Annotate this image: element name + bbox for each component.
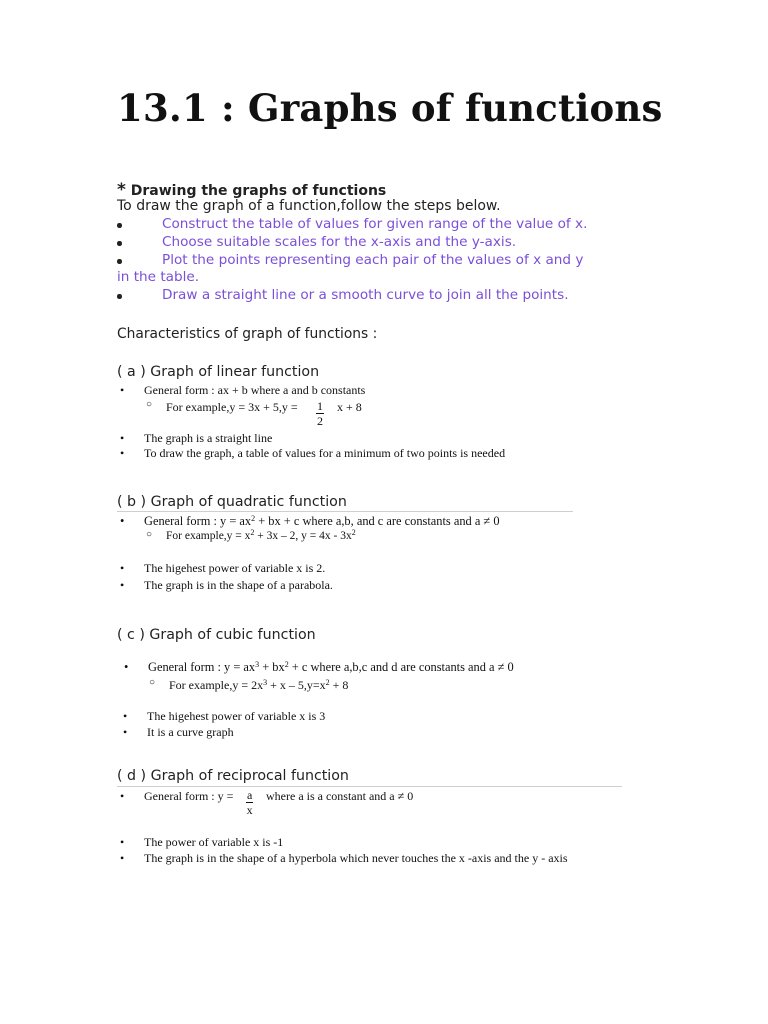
bullet-icon: • [120, 851, 125, 865]
point-text: To draw the graph, a table of values for a minimum of two points is needed [144, 446, 506, 460]
linear-heading: ( a ) Graph of linear function [117, 364, 320, 380]
example-text: For example,y = $x^2 + 3x - 2$, $y = 4x - 3x^2$ [166, 528, 356, 542]
fraction-denominator: x [246, 803, 253, 817]
quadratic-heading: ( b ) Graph of quadratic function [117, 494, 347, 510]
cubic-heading: ( c ) Graph of cubic function [117, 627, 316, 643]
general-form-text: General form : $y = ax^2$ + bx + c where a,b, and c are constants and a ≠ 0 [144, 514, 500, 528]
example-suffix: x + 8 [337, 400, 362, 414]
step-continuation: in the table. [117, 269, 200, 285]
bullet-icon: • [120, 561, 125, 575]
fraction-numerator: 1 [317, 399, 323, 413]
page-title: 13.1 : Graphs of functions [117, 86, 663, 130]
a-over-x-fraction [246, 789, 253, 817]
general-form-text: General form : $y = ax^3 + bx^2 + c$ where a,b,c and d are constants and a ≠ 0 [148, 660, 514, 674]
sub-bullet-icon: ○ [146, 529, 153, 540]
bullet-icon: • [120, 578, 125, 592]
bullet-icon: • [123, 709, 128, 723]
point-text: The graph is in the shape of a hyperbola which never touches the x -axis and the y - axis [144, 851, 568, 865]
point-text: It is a curve graph [147, 725, 234, 739]
fraction-numerator: a [247, 788, 253, 802]
step-text: Construct the table of values for given range of the value of x. [162, 216, 588, 232]
bullet-icon: • [120, 789, 125, 803]
bullet-icon: • [124, 660, 129, 674]
point-text: The higehest power of variable x is 2. [144, 561, 326, 575]
example-text: For example,y = $2x^3 + x - 5,y=x^2 + 8$ [169, 678, 349, 692]
bullet-icon: • [120, 446, 125, 460]
bullet-dot-icon [117, 241, 122, 246]
sub-bullet-icon: ○ [146, 399, 153, 410]
point-text: The graph is a straight line [144, 431, 273, 445]
reciprocal-heading: ( d ) Graph of reciprocal function [117, 768, 349, 784]
point-text: The graph is in the shape of a parabola. [144, 578, 333, 592]
bullet-dot-icon [117, 223, 122, 228]
step-text: Plot the points representing each pair of the values of x and y [162, 252, 584, 268]
sub-bullet-icon: ○ [149, 677, 156, 688]
characteristics-heading: Characteristics of graph of functions : [117, 326, 378, 342]
half-fraction [316, 400, 324, 428]
bullet-icon: • [120, 431, 125, 445]
bullet-dot-icon [117, 294, 122, 299]
divider [117, 786, 622, 787]
general-form-suffix: where a is a constant and a ≠ 0 [266, 789, 414, 803]
section-subheading [117, 180, 386, 200]
divider [117, 511, 573, 512]
bullet-icon: • [120, 383, 125, 397]
subheading-text: Drawing the graphs of functions [130, 183, 387, 199]
fraction-denominator: 2 [317, 414, 323, 428]
bullet-icon: • [120, 835, 125, 849]
bullet-icon: • [120, 514, 125, 528]
point-text: The power of variable x is -1 [144, 835, 284, 849]
point-text: The higehest power of variable x is 3 [147, 709, 326, 723]
bullet-dot-icon [117, 259, 122, 264]
bullet-icon: • [123, 725, 128, 739]
step-text: Choose suitable scales for the x-axis and the y-axis. [162, 234, 517, 250]
general-form-prefix: General form : y = [144, 789, 234, 803]
asterisk-marker: * [117, 180, 126, 200]
example-prefix: For example,y = 3x + 5,y = [166, 400, 298, 414]
step-text: Draw a straight line or a smooth curve to join all the points. [162, 287, 569, 303]
general-form-text: General form : ax + b where a and b constants [144, 383, 366, 397]
intro-text: To draw the graph of a function,follow the steps below. [117, 198, 501, 214]
